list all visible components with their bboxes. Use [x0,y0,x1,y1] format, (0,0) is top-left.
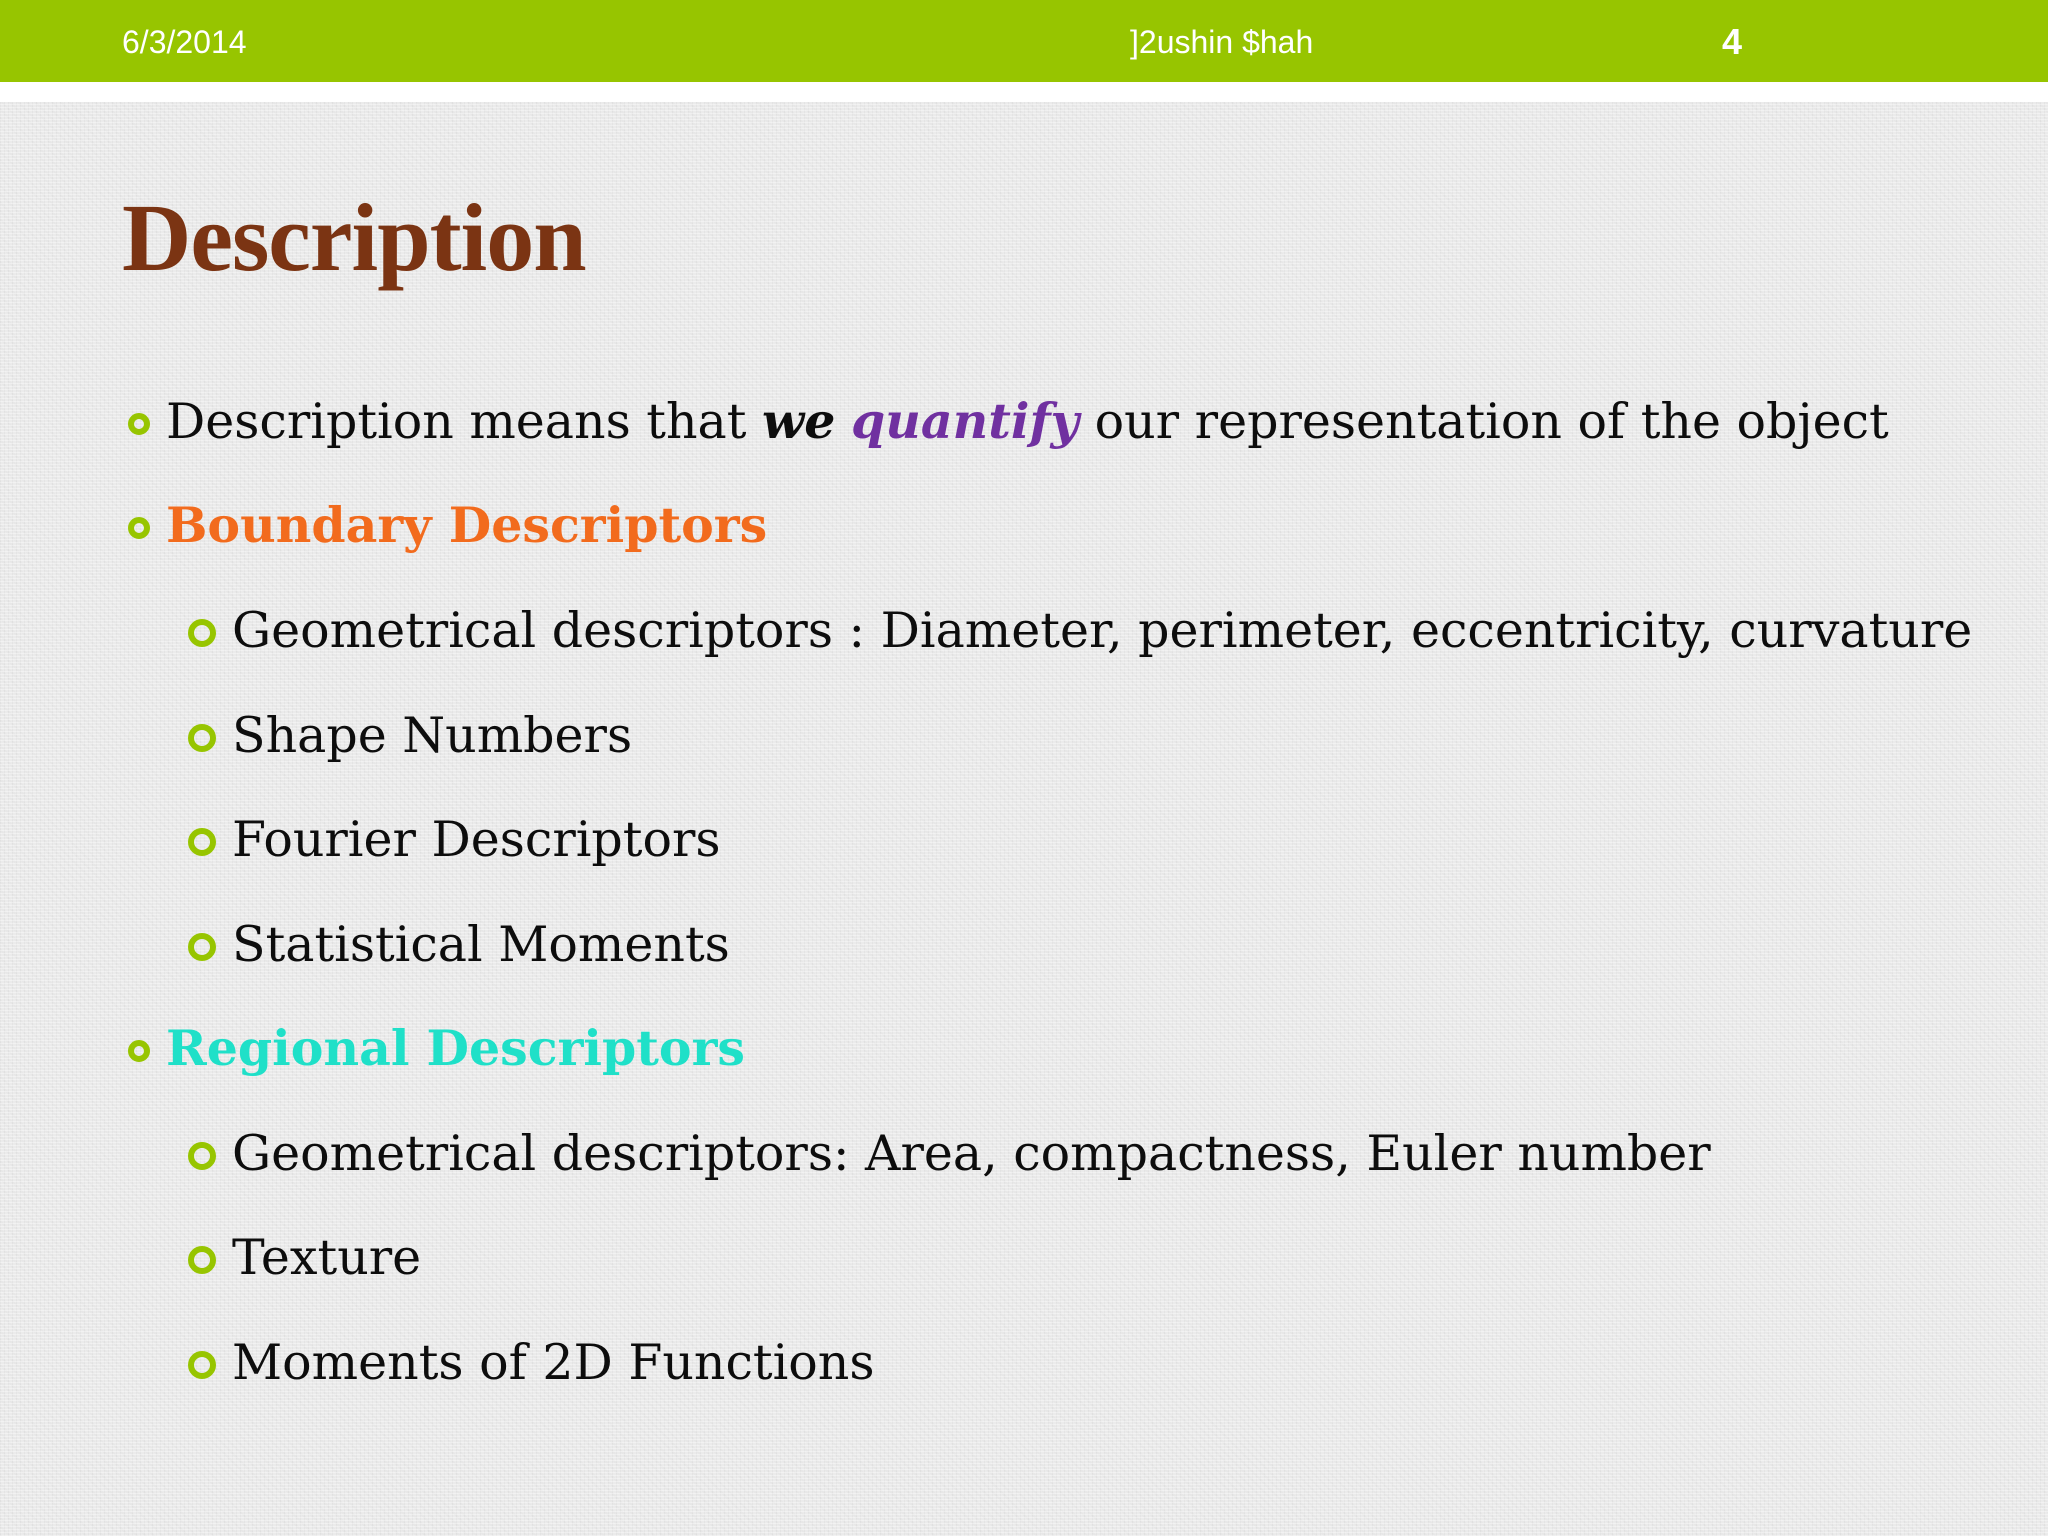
intro-quantify: quantify [850,392,1080,450]
header-divider [0,82,2048,102]
boundary-item-text: Geometrical descriptors : Diameter, perimeter, eccentricity, curvature [232,601,1973,659]
boundary-item-text: Fourier Descriptors [232,810,721,868]
boundary-item-text: Shape Numbers [232,706,633,764]
intro-we: we [762,392,836,450]
bullet-boundary-item [188,804,721,874]
bullet-boundary-item [188,909,730,979]
bullet-ring-icon [188,619,216,647]
bullet-ring-icon [188,1142,216,1170]
bullet-ring-icon [128,1040,150,1062]
bullet-ring-icon [128,413,150,435]
bullet-regional-item [188,1222,421,1292]
bullet-ring-icon [128,517,150,539]
regional-item-text: Geometrical descriptors: Area, compactness, Euler number [232,1124,1711,1182]
bullet-regional-item [188,1118,1711,1188]
bullet-boundary-item [188,595,1972,665]
regional-item-text: Moments of 2D Functions [232,1333,875,1391]
bullet-regional-item [188,1327,874,1397]
boundary-item-text: Statistical Moments [232,915,730,973]
bullet-intro [128,386,1889,456]
intro-text-before: Description means that [166,392,747,450]
regional-item-text: Texture [232,1228,422,1286]
regional-descriptors-label: Regional Descriptors [166,1019,746,1077]
bullet-ring-icon [188,1351,216,1379]
header-date: 6/3/2014 [122,24,247,60]
bullet-ring-icon [188,724,216,752]
boundary-descriptors-label: Boundary Descriptors [166,496,768,554]
header-author: ]2ushin $hah [1130,24,1314,60]
bullet-boundary-item [188,700,632,770]
slide-title: Description [122,184,586,291]
bullet-ring-icon [188,1246,216,1274]
bullet-regional-descriptors [128,1013,745,1083]
bullet-ring-icon [188,828,216,856]
bullet-boundary-descriptors [128,490,767,560]
bullet-ring-icon [188,933,216,961]
page-number: 4 [1722,21,1743,62]
intro-text-after: our representation of the object [1094,392,1889,450]
